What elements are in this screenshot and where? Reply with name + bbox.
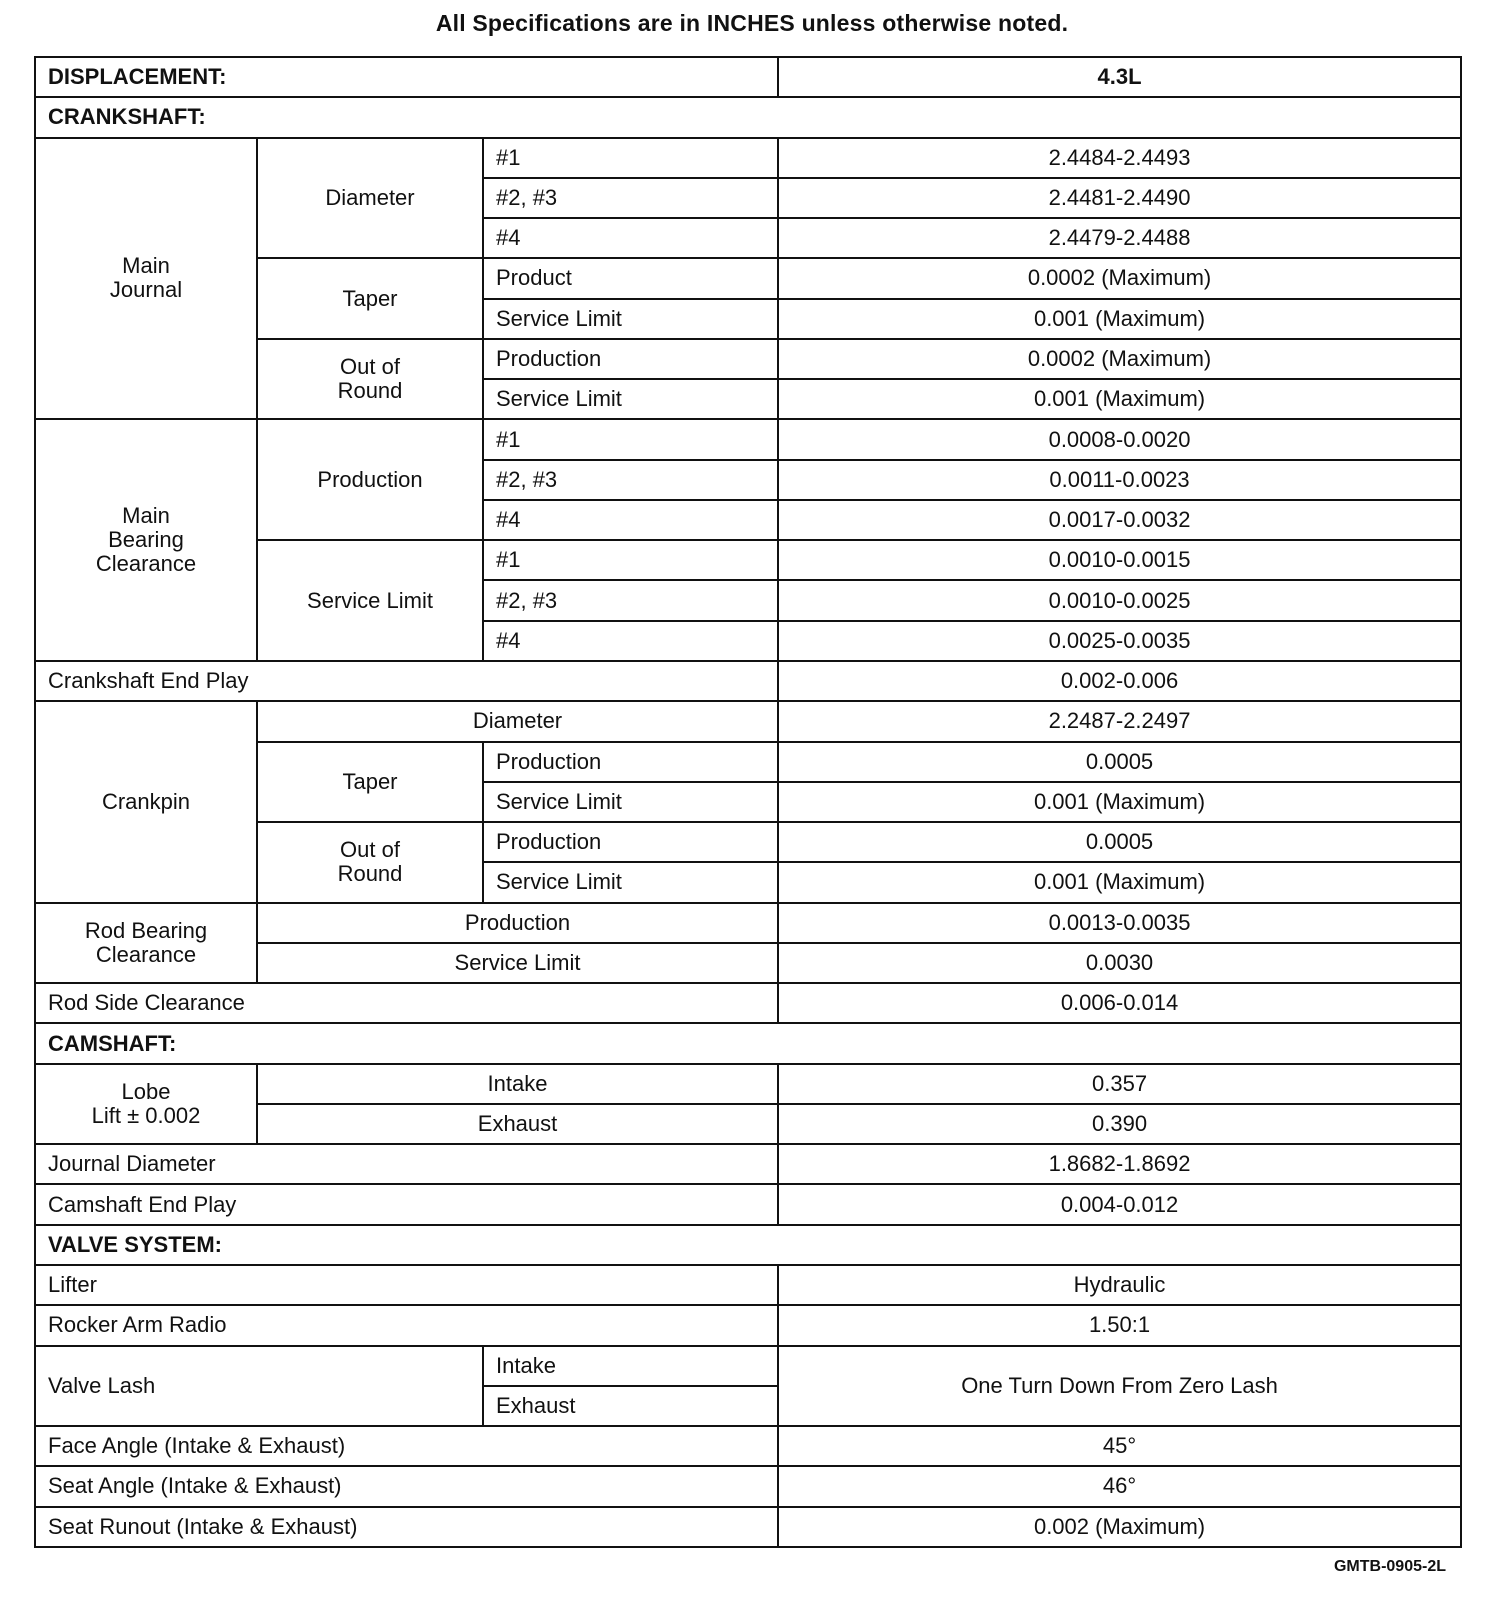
lifter-label: Lifter xyxy=(35,1265,778,1305)
spec-value: 46° xyxy=(778,1466,1461,1506)
main-bearing-service-label: Service Limit xyxy=(257,540,483,661)
main-journal-taper-label: Taper xyxy=(257,258,483,339)
main-bearing-label-line: Bearing xyxy=(108,527,184,553)
out-of-round-line: Out of xyxy=(340,354,400,380)
crankpin-diameter-label: Diameter xyxy=(257,701,778,741)
spec-value: 0.0005 xyxy=(778,822,1461,862)
spec-value: 0.0030 xyxy=(778,943,1461,983)
lobe-lift-label xyxy=(35,1064,257,1145)
sub-label: Service Limit xyxy=(257,943,778,983)
crankpin-out-of-round-label xyxy=(257,822,483,903)
main-bearing-label-line: Clearance xyxy=(95,551,197,577)
table-row xyxy=(35,701,1461,741)
crankshaft-header: CRANKSHAFT: xyxy=(35,97,1461,137)
rod-bearing-label-line: Rod Bearing xyxy=(84,917,208,943)
main-journal-label-line: Journal xyxy=(109,277,183,303)
seat-angle-label: Seat Angle (Intake & Exhaust) xyxy=(35,1466,778,1506)
sub-label: Service Limit xyxy=(483,862,778,902)
sub-label: Service Limit xyxy=(483,379,778,419)
spec-value: 0.0002 (Maximum) xyxy=(778,258,1461,298)
sub-label: Intake xyxy=(257,1064,778,1104)
table-row xyxy=(35,1305,1461,1345)
sub-label: #4 xyxy=(483,500,778,540)
camshaft-header-row xyxy=(35,1023,1461,1063)
spec-value: 0.0005 xyxy=(778,742,1461,782)
crankshaft-header-row xyxy=(35,97,1461,137)
spec-value: 2.2487-2.2497 xyxy=(778,701,1461,741)
sub-label: Intake xyxy=(483,1346,778,1386)
table-row xyxy=(35,419,1461,459)
seat-runout-label: Seat Runout (Intake & Exhaust) xyxy=(35,1507,778,1547)
main-journal-label xyxy=(35,138,257,420)
table-row xyxy=(35,661,1461,701)
sub-label: #4 xyxy=(483,621,778,661)
valve-system-header-row xyxy=(35,1225,1461,1265)
table-row xyxy=(35,1064,1461,1104)
rocker-arm-label: Rocker Arm Radio xyxy=(35,1305,778,1345)
table-row xyxy=(35,1184,1461,1224)
valve-lash-label: Valve Lash xyxy=(35,1346,483,1427)
spec-value: 0.0013-0.0035 xyxy=(778,903,1461,943)
sub-label: Service Limit xyxy=(483,782,778,822)
rod-side-clearance-label: Rod Side Clearance xyxy=(35,983,778,1023)
spec-value: 0.0002 (Maximum) xyxy=(778,339,1461,379)
spec-value: 0.0011-0.0023 xyxy=(778,460,1461,500)
lobe-lift-label-line: Lift ± 0.002 xyxy=(91,1102,201,1128)
table-row xyxy=(35,1466,1461,1506)
main-journal-diameter-label: Diameter xyxy=(257,138,483,259)
spec-value: 0.0010-0.0015 xyxy=(778,540,1461,580)
valve-system-header: VALVE SYSTEM: xyxy=(35,1225,1461,1265)
rod-bearing-label-line: Clearance xyxy=(95,941,197,967)
sub-label: #1 xyxy=(483,540,778,580)
camshaft-header: CAMSHAFT: xyxy=(35,1023,1461,1063)
table-row xyxy=(35,1144,1461,1184)
spec-value: 0.0025-0.0035 xyxy=(778,621,1461,661)
sub-label: #2, #3 xyxy=(483,580,778,620)
specifications-table xyxy=(34,56,1462,1548)
table-row xyxy=(35,903,1461,943)
sub-label: Production xyxy=(483,339,778,379)
table-row xyxy=(35,1507,1461,1547)
out-of-round-line: Round xyxy=(337,861,403,887)
sub-label: #1 xyxy=(483,419,778,459)
journal-diameter-label: Journal Diameter xyxy=(35,1144,778,1184)
main-bearing-label-line: Main xyxy=(122,503,170,529)
spec-value: 0.001 (Maximum) xyxy=(778,299,1461,339)
spec-value: 2.4479-2.4488 xyxy=(778,218,1461,258)
crankshaft-end-play-label: Crankshaft End Play xyxy=(35,661,778,701)
spec-value: Hydraulic xyxy=(778,1265,1461,1305)
crankpin-label: Crankpin xyxy=(35,701,257,902)
spec-value: 2.4481-2.4490 xyxy=(778,178,1461,218)
sub-label: #2, #3 xyxy=(483,460,778,500)
table-row xyxy=(35,983,1461,1023)
spec-value: 0.0008-0.0020 xyxy=(778,419,1461,459)
table-row xyxy=(35,1346,1461,1386)
spec-value: 1.8682-1.8692 xyxy=(778,1144,1461,1184)
spec-value: 1.50:1 xyxy=(778,1305,1461,1345)
sub-label: Production xyxy=(257,903,778,943)
sub-label: #2, #3 xyxy=(483,178,778,218)
crankpin-taper-label: Taper xyxy=(257,742,483,823)
sub-label: Production xyxy=(483,822,778,862)
sub-label: #4 xyxy=(483,218,778,258)
main-bearing-label xyxy=(35,419,257,661)
spec-value: 0.390 xyxy=(778,1104,1461,1144)
spec-value: 0.002-0.006 xyxy=(778,661,1461,701)
main-journal-label-line: Main xyxy=(122,253,170,279)
spec-value: One Turn Down From Zero Lash xyxy=(778,1346,1461,1427)
camshaft-end-play-label: Camshaft End Play xyxy=(35,1184,778,1224)
spec-value: 0.001 (Maximum) xyxy=(778,782,1461,822)
spec-value: 0.357 xyxy=(778,1064,1461,1104)
displacement-value: 4.3L xyxy=(778,57,1461,97)
spec-value: 45° xyxy=(778,1426,1461,1466)
table-row xyxy=(35,138,1461,178)
spec-value: 0.0010-0.0025 xyxy=(778,580,1461,620)
rod-bearing-label xyxy=(35,903,257,984)
sub-label: Service Limit xyxy=(483,299,778,339)
sub-label: Exhaust xyxy=(257,1104,778,1144)
main-journal-out-of-round-label xyxy=(257,339,483,420)
table-row xyxy=(35,1426,1461,1466)
spec-value: 0.0017-0.0032 xyxy=(778,500,1461,540)
spec-value: 0.001 (Maximum) xyxy=(778,862,1461,902)
page-title: All Specifications are in INCHES unless otherwise noted. xyxy=(435,10,1069,36)
spec-value: 2.4484-2.4493 xyxy=(778,138,1461,178)
face-angle-label: Face Angle (Intake & Exhaust) xyxy=(35,1426,778,1466)
displacement-row xyxy=(35,57,1461,97)
out-of-round-line: Round xyxy=(337,378,403,404)
sub-label: Exhaust xyxy=(483,1386,778,1426)
displacement-label: DISPLACEMENT: xyxy=(35,57,778,97)
out-of-round-line: Out of xyxy=(340,837,400,863)
document-code: GMTB-0905-2L xyxy=(1333,1558,1446,1575)
spec-value: 0.002 (Maximum) xyxy=(778,1507,1461,1547)
table-row xyxy=(35,1265,1461,1305)
spec-value: 0.001 (Maximum) xyxy=(778,379,1461,419)
sub-label: Product xyxy=(483,258,778,298)
spec-value: 0.006-0.014 xyxy=(778,983,1461,1023)
main-bearing-production-label: Production xyxy=(257,419,483,540)
sub-label: Production xyxy=(483,742,778,782)
spec-value: 0.004-0.012 xyxy=(778,1184,1461,1224)
lobe-lift-label-line: Lobe xyxy=(121,1078,171,1104)
sub-label: #1 xyxy=(483,138,778,178)
